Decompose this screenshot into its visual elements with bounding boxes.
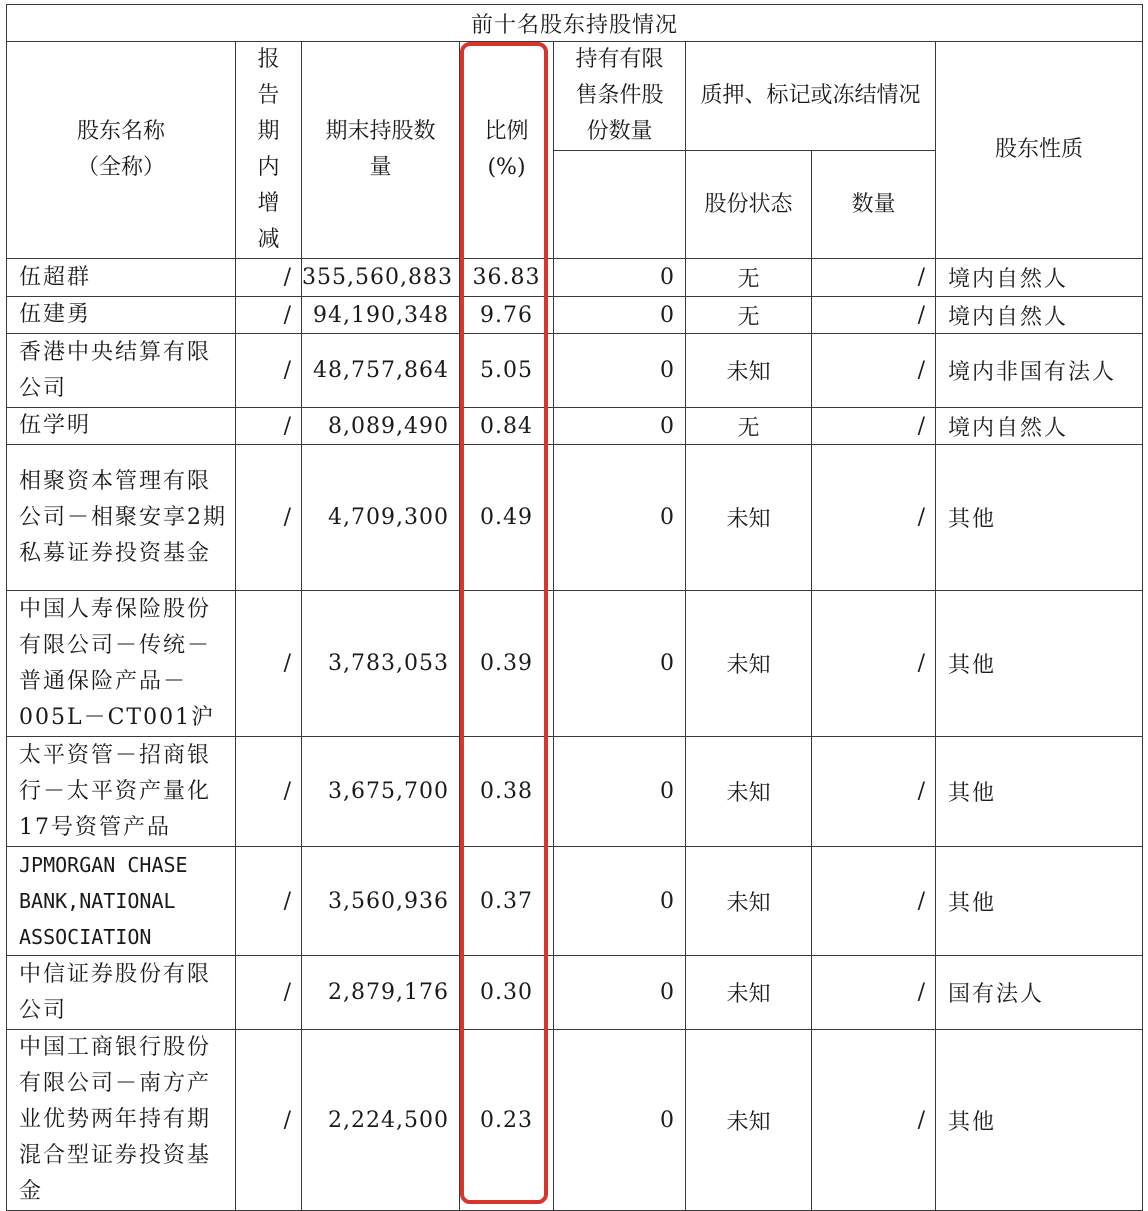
header-change-text: 报告期内增减 [257,47,280,252]
cell-ratio: 9.76 [460,297,554,334]
cell-qty: / [812,408,936,445]
cell-restricted: 0 [554,408,686,445]
cell-ratio: 0.37 [460,847,554,956]
cell-shares: 4,709,300 [302,445,460,591]
cell-shares: 48,757,864 [302,334,460,408]
cell-shares: 2,879,176 [302,956,460,1030]
cell-name: 相聚资本管理有限公司－相聚安享2期私募证券投资基金 [7,445,236,591]
cell-restricted: 0 [554,847,686,956]
cell-change: / [236,334,302,408]
cell-ratio: 0.84 [460,408,554,445]
table-title: 前十名股东持股情况 [7,5,1143,42]
header-name [7,42,236,259]
cell-status: 未知 [686,445,812,591]
cell-change: / [236,259,302,297]
header-restricted-blank [554,151,686,259]
cell-ratio: 0.23 [460,1030,554,1211]
cell-nature: 其他 [936,847,1143,956]
cell-change: / [236,591,302,737]
cell-shares: 3,675,700 [302,737,460,847]
header-change [236,42,302,259]
cell-name: 太平资管－招商银行－太平资产量化17号资管产品 [7,737,236,847]
header-ratio-text: 比例(%) [484,119,529,180]
cell-change: / [236,956,302,1030]
cell-change: / [236,737,302,847]
cell-nature: 其他 [936,737,1143,847]
table-row [7,334,1143,408]
cell-nature: 境内非国有法人 [936,334,1143,408]
cell-nature: 其他 [936,1030,1143,1211]
header-shares [302,42,460,259]
cell-qty: / [812,334,936,408]
cell-qty: / [812,847,936,956]
table-row [7,737,1143,847]
table-row [7,408,1143,445]
cell-ratio: 0.49 [460,445,554,591]
header-shares-text: 期末持股数量 [325,119,436,180]
table-row [7,847,1143,956]
cell-shares: 3,560,936 [302,847,460,956]
cell-shares: 2,224,500 [302,1030,460,1211]
cell-ratio: 0.39 [460,591,554,737]
cell-status: 未知 [686,847,812,956]
cell-name: 伍学明 [7,408,236,445]
cell-qty: / [812,737,936,847]
table-row [7,591,1143,737]
cell-qty: / [812,259,936,297]
cell-restricted: 0 [554,334,686,408]
cell-qty: / [812,297,936,334]
cell-name: 中国工商银行股份有限公司－南方产业优势两年持有期混合型证券投资基金 [7,1030,236,1211]
cell-name: 伍超群 [7,259,236,297]
header-pledge-group [686,42,936,151]
cell-restricted: 0 [554,1030,686,1211]
header-pledge-status: 股份状态 [686,151,812,259]
cell-change: / [236,408,302,445]
cell-name: 伍建勇 [7,297,236,334]
cell-ratio: 5.05 [460,334,554,408]
table-row [7,297,1143,334]
cell-restricted: 0 [554,259,686,297]
header-nature: 股东性质 [936,42,1143,259]
table-row [7,1030,1143,1211]
cell-shares: 355,560,883 [302,259,460,297]
cell-change: / [236,1030,302,1211]
cell-nature: 其他 [936,591,1143,737]
cell-qty: / [812,591,936,737]
header-name-text: 股东名称（全称） [76,119,165,180]
cell-change: / [236,445,302,591]
cell-status: 未知 [686,956,812,1030]
cell-status: 无 [686,297,812,334]
header-pledge-qty: 数量 [812,151,936,259]
cell-nature: 国有法人 [936,956,1143,1030]
cell-restricted: 0 [554,956,686,1030]
cell-nature: 境内自然人 [936,259,1143,297]
cell-status: 无 [686,408,812,445]
cell-name: 中国人寿保险股份有限公司－传统－普通保险产品－005L－CT001沪 [7,591,236,737]
cell-nature: 境内自然人 [936,297,1143,334]
cell-nature: 境内自然人 [936,408,1143,445]
header-ratio [460,42,554,259]
cell-qty: / [812,1030,936,1211]
cell-shares: 3,783,053 [302,591,460,737]
cell-ratio: 36.83 [460,259,554,297]
cell-name: 中信证券股份有限公司 [7,956,236,1030]
cell-name: 香港中央结算有限公司 [7,334,236,408]
cell-change: / [236,847,302,956]
cell-restricted: 0 [554,445,686,591]
cell-shares: 8,089,490 [302,408,460,445]
cell-qty: / [812,956,936,1030]
cell-restricted: 0 [554,591,686,737]
table-row [7,259,1143,297]
table-row [7,956,1143,1030]
cell-status: 未知 [686,737,812,847]
cell-status: 无 [686,259,812,297]
cell-ratio: 0.38 [460,737,554,847]
cell-qty: / [812,445,936,591]
cell-status: 未知 [686,1030,812,1211]
header-restricted [554,42,686,151]
shareholder-table [6,4,1143,1211]
cell-change: / [236,297,302,334]
table-row [7,445,1143,591]
header-pledge-group-text: 质押、标记或冻结情况 [700,83,921,108]
cell-restricted: 0 [554,297,686,334]
cell-nature: 其他 [936,445,1143,591]
header-restricted-text: 持有有限售条件股份数量 [575,47,664,144]
cell-name: JPMORGAN CHASE BANK,NATIONAL ASSOCIATION [7,847,236,956]
cell-ratio: 0.30 [460,956,554,1030]
cell-status: 未知 [686,334,812,408]
cell-status: 未知 [686,591,812,737]
cell-shares: 94,190,348 [302,297,460,334]
cell-restricted: 0 [554,737,686,847]
